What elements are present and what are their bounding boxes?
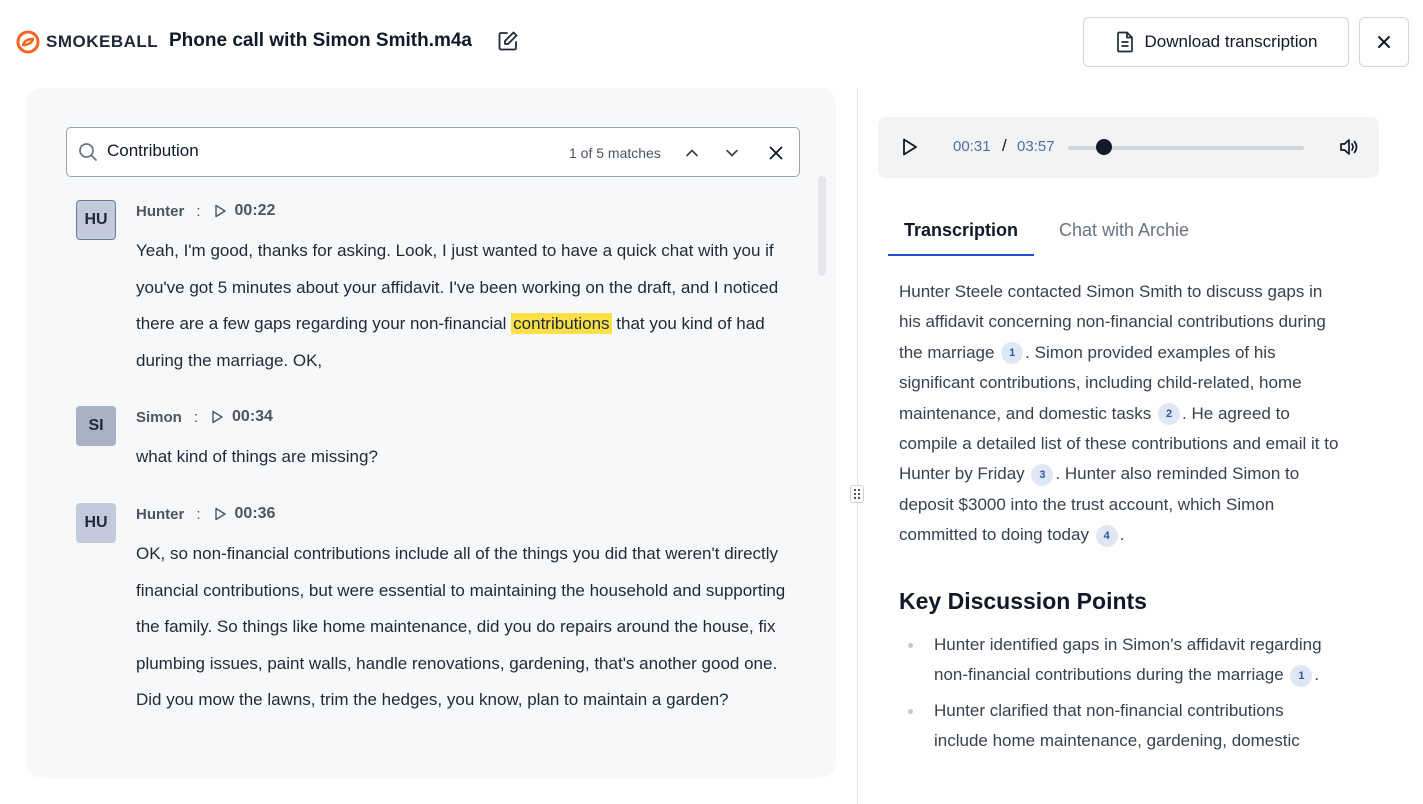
summary-paragraph: [899, 277, 1347, 551]
chevron-up-icon[interactable]: [681, 142, 703, 164]
time-separator: /: [1002, 136, 1007, 155]
panel-divider: [857, 88, 858, 804]
key-discussion-points-heading: Key Discussion Points: [899, 588, 1147, 614]
tab-chat-with-archie[interactable]: Chat with Archie: [1059, 220, 1190, 240]
speaker-name: Hunter: [136, 202, 185, 220]
timestamp-link[interactable]: 00:36: [234, 505, 276, 522]
edit-icon[interactable]: [497, 30, 519, 52]
speaker-avatar: HU: [76, 200, 116, 240]
file-title: Phone call with Simon Smith.m4a: [169, 30, 472, 51]
speaker-row: [136, 406, 273, 428]
utterance-text: [136, 233, 796, 379]
summary-text: . He agreed to compile a detailed list of these contributions and email it to Hunter by Friday: [899, 403, 1339, 484]
citation-badge[interactable]: 1: [1290, 665, 1312, 687]
download-transcription-button[interactable]: [1083, 17, 1349, 67]
brand-name: SMOKEBALL: [46, 32, 159, 51]
speaker-separator: :: [196, 202, 201, 220]
play-icon[interactable]: [210, 410, 224, 424]
speaker-avatar: SI: [76, 406, 116, 446]
play-icon[interactable]: [899, 137, 919, 157]
smokeball-logo: [16, 30, 158, 54]
summary-text: Hunter Steele contacted Simon Smith to discuss gaps in his affidavit concerning non-financial contributions during the marriage: [899, 282, 1326, 362]
speaker-separator: :: [196, 505, 201, 523]
speaker-row: [136, 200, 275, 222]
current-time: 00:31: [953, 138, 991, 155]
speaker-name: Hunter: [136, 505, 185, 523]
total-time: 03:57: [1017, 138, 1055, 155]
search-icon: [78, 142, 98, 162]
play-icon[interactable]: [213, 204, 227, 218]
match-count: 1 of 5 matches: [569, 145, 661, 161]
search-highlight: contributions: [513, 314, 610, 333]
list-item: [899, 696, 1339, 756]
drag-handle-icon: [851, 486, 863, 502]
summary-text: . Hunter also reminded Simon to deposit $3000 into the trust account, which Simon committed to doing today: [899, 464, 1300, 545]
search-input[interactable]: [107, 141, 507, 161]
summary-text: .: [1119, 525, 1125, 545]
utterance-text: what kind of things are missing?: [136, 447, 378, 466]
clear-search-icon[interactable]: [765, 142, 787, 164]
speaker-name: Simon: [136, 408, 182, 426]
transcript-entry: [76, 200, 779, 380]
document-icon: [1115, 31, 1135, 53]
transcript-search-bar: [66, 127, 800, 177]
speaker-separator: :: [193, 408, 199, 426]
transcript-scrollbar[interactable]: [818, 176, 826, 276]
chevron-down-icon[interactable]: [721, 142, 743, 164]
smokeball-logo-icon: [16, 30, 40, 54]
citation-badge[interactable]: 3: [1031, 464, 1053, 486]
speaker-row: [136, 503, 275, 525]
utterance-part: that you kind of had during the marriage. OK,: [136, 314, 765, 370]
close-icon: [1376, 34, 1392, 50]
key-point-text: Hunter clarified that non-financial contributions include home maintenance, gardening, domestic: [934, 701, 1300, 750]
timestamp-link[interactable]: 00:22: [234, 202, 276, 219]
seek-thumb[interactable]: [1096, 139, 1112, 155]
citation-badge[interactable]: 4: [1096, 525, 1118, 547]
utterance-part: Yeah, I'm good, thanks for asking. Look, I just wanted to have a quick chat with you if you've got 5 minutes about your affidavit. I've been working on the draft, and I noticed there are a few gaps regarding your non-financial: [136, 241, 779, 333]
volume-icon[interactable]: [1338, 136, 1360, 158]
list-item: [899, 630, 1339, 690]
tab-transcription[interactable]: Transcription: [888, 214, 1034, 256]
speaker-avatar: HU: [76, 503, 116, 543]
citation-badge[interactable]: 2: [1158, 403, 1180, 425]
play-icon[interactable]: [213, 507, 227, 521]
key-points-list: [899, 630, 1339, 762]
close-button[interactable]: [1359, 17, 1409, 67]
resize-handle[interactable]: [850, 485, 864, 503]
transcript-panel: [26, 88, 836, 778]
right-panel-tabs: [888, 214, 1358, 256]
summary-text: . Simon provided examples of his significant contributions, including child-related, home maintenance, and domestic tasks: [899, 342, 1302, 423]
key-point-text: .: [1314, 665, 1320, 684]
download-label: Download transcription: [1144, 32, 1318, 51]
audio-player: [878, 117, 1379, 178]
transcript-entry: [76, 406, 756, 486]
key-point-text: Hunter identified gaps in Simon's affidavit regarding non-financial contributions during the marriage: [934, 635, 1322, 684]
header: [0, 0, 1423, 84]
citation-badge[interactable]: 1: [1001, 342, 1023, 364]
transcript-entry: [76, 503, 786, 763]
timestamp-link[interactable]: 00:34: [232, 408, 273, 425]
utterance-text: OK, so non-financial contributions include all of the things you did that weren't directly financial contributions, but were essential to maintaining the household and supporting the family. So things like home maintenance, did you do repairs around the house, fix plumbing issues, paint walls, handle renovations, gardening, that's another good one. Did you mow the lawns, trim the hedges, you know, plan to maintain a garden?: [136, 544, 786, 709]
